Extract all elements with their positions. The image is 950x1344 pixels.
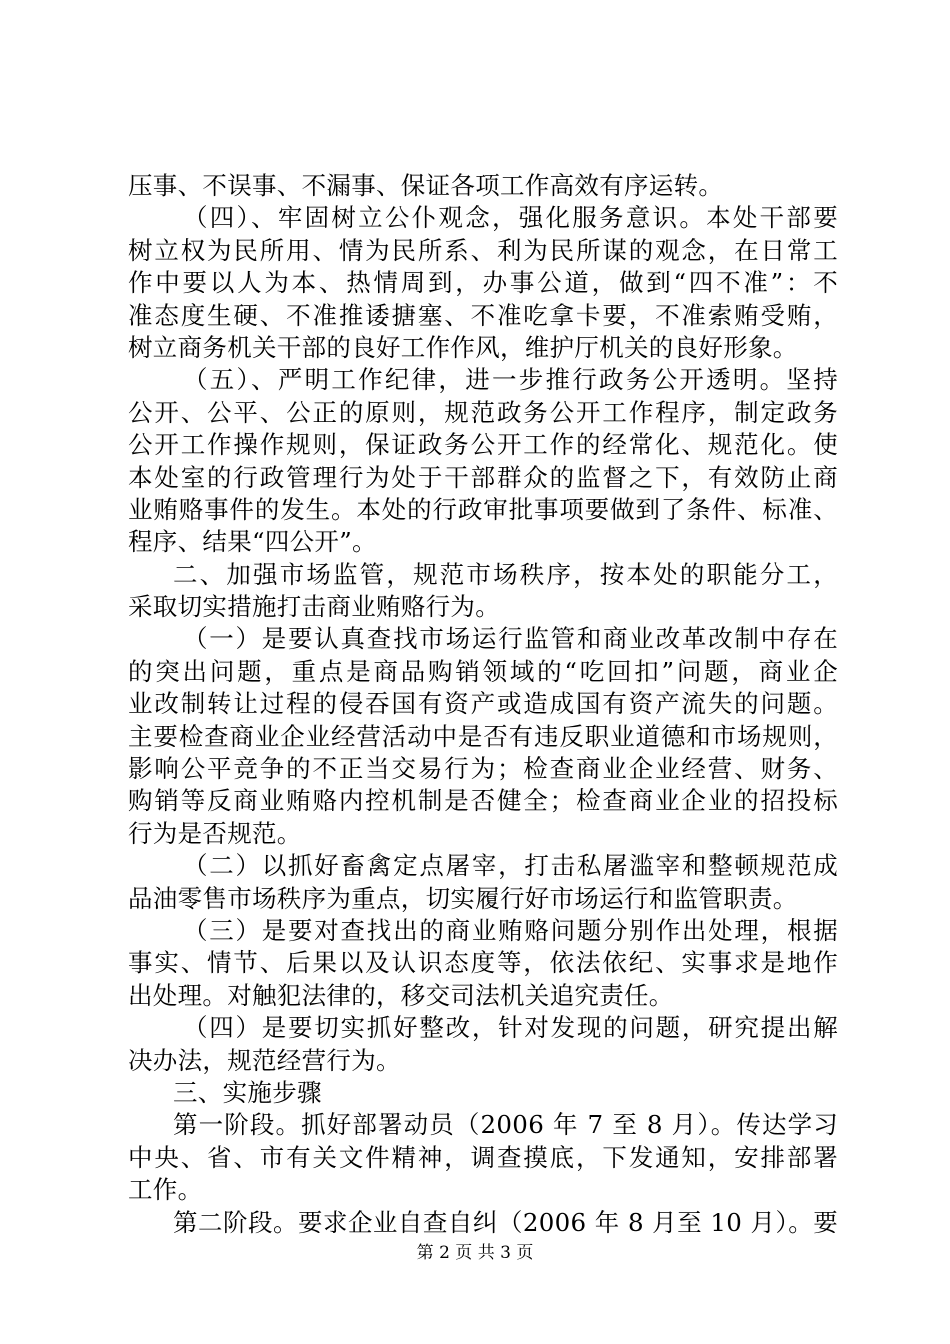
text-line: 三、实施步骤: [173, 1077, 322, 1107]
document-body: [128, 170, 838, 1239]
text-line: （五）、严明工作纪律，进一步推行政务公开透明。坚持: [183, 365, 838, 395]
text-line: （四）、牢固树立公仆观念，强化服务意识。本处干部要: [183, 203, 838, 233]
text-line: 决办法，规范经营行为。: [128, 1045, 401, 1075]
text-line: 工作。: [128, 1175, 203, 1205]
text-line: 采取切实措施打击商业贿赂行为。: [128, 592, 500, 622]
text-line: （三）是要对查找出的商业贿赂问题分别作出处理，根据: [183, 915, 838, 945]
text-line: 出处理。对触犯法律的，移交司法机关追究责任。: [128, 980, 674, 1010]
text-line: 业贿赂事件的发生。本处的行政审批事项要做到了条件、标准、: [128, 494, 838, 524]
text-line: 公开、公平、公正的原则，规范政务公开工作程序，制定政务: [128, 397, 838, 427]
text-line: 二、加强市场监管，规范市场秩序，按本处的职能分工，: [173, 559, 838, 589]
text-line: 树立权为民所用、情为民所系、利为民所谋的观念，在日常工: [128, 235, 838, 265]
text-line: 第一阶段。抓好部署动员（2006 年 7 至 8 月）。传达学习: [173, 1110, 838, 1140]
text-line: （二）以抓好畜禽定点屠宰，打击私屠滥宰和整顿规范成: [183, 851, 838, 881]
text-line: 本处室的行政管理行为处于干部群众的监督之下，有效防止商: [128, 462, 838, 492]
text-line: 程序、结果“四公开”。: [128, 527, 377, 557]
text-line: 行为是否规范。: [128, 818, 302, 848]
page-footer: 第 2 页 共 3 页: [416, 1243, 534, 1263]
text-line: 第二阶段。要求企业自查自纠（2006 年 8 月至 10 月）。要: [173, 1207, 838, 1237]
text-line: 树立商务机关干部的良好工作作风，维护厅机关的良好形象。: [128, 332, 798, 362]
text-line: 业改制转让过程的侵吞国有资产或造成国有资产流失的问题。: [128, 689, 838, 719]
text-line: （四）是要切实抓好整改，针对发现的问题，研究提出解: [183, 1013, 838, 1043]
text-line: （一）是要认真查找市场运行监管和商业改革改制中存在: [183, 624, 838, 654]
text-line: 压事、不误事、不漏事、保证各项工作高效有序运转。: [128, 171, 724, 200]
text-line: 作中要以人为本、热情周到，办事公道，做到“四不准”：不: [128, 268, 838, 298]
text-line: 品油零售市场秩序为重点，切实履行好市场运行和监管职责。: [128, 883, 798, 913]
text-line: 的突出问题，重点是商品购销领域的“吃回扣”问题，商业企: [128, 656, 838, 686]
text-line: 影响公平竞争的不正当交易行为；检查商业企业经营、财务、: [128, 754, 838, 784]
text-line: 事实、情节、后果以及认识态度等，依法依纪、实事求是地作: [128, 948, 838, 978]
text-line: 主要检查商业企业经营活动中是否有违反职业道德和市场规则，: [128, 721, 838, 751]
text-line: 公开工作操作规则，保证政务公开工作的经常化、规范化。使: [128, 430, 838, 460]
text-line: 中央、省、市有关文件精神，调查摸底，下发通知，安排部署: [128, 1142, 838, 1172]
text-line: 准态度生硬、不准推诿搪塞、不准吃拿卡要，不准索贿受贿，: [128, 300, 838, 330]
text-line: 购销等反商业贿赂内控机制是否健全；检查商业企业的招投标: [128, 786, 838, 816]
